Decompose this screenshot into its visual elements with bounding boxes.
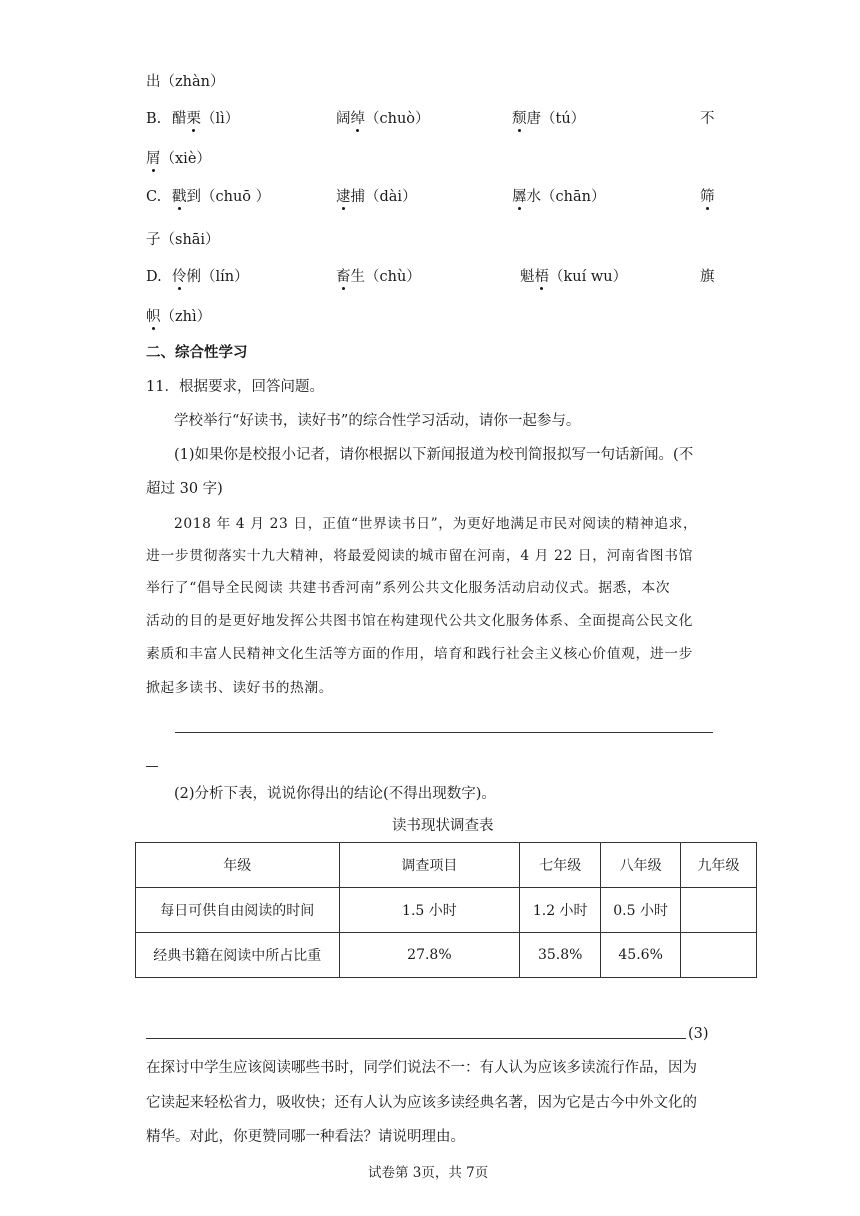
question-11-stem: 11．根据要求，回答问题。 <box>146 379 324 395</box>
option-d-label: D. <box>146 269 162 285</box>
table-cell: 1.2 小时 <box>520 888 601 933</box>
news-line-5: 素质和丰富人民精神文化生活等方面的作用，培育和践行社会主义核心价值观，进一步 <box>146 646 694 662</box>
survey-table <box>135 842 757 978</box>
subquestion-3-number: (3) <box>688 1026 709 1042</box>
answer-line-1[interactable] <box>175 732 713 733</box>
header-cell: 九年级 <box>681 843 757 888</box>
news-line-4: 活动的目的是更好地发挥公共图书馆在构建现代公共文化服务体系、全面提高公民文化 <box>146 613 694 629</box>
table-cell: 35.8% <box>520 933 601 978</box>
table-cell: 1.5 小时 <box>339 888 520 933</box>
option-c-item-4-rest: 子（shāi） <box>146 232 220 248</box>
option-b-item-4-rest: 屑（xiè） <box>146 151 211 167</box>
table-cell: 每日可供自由阅读的时间 <box>136 888 340 933</box>
table-row <box>136 933 757 978</box>
table-cell <box>681 888 757 933</box>
option-b-label: B. <box>146 111 162 127</box>
option-c-item-1: 戳到（chuō ） <box>172 189 271 205</box>
news-line-6: 掀起多读书、读好书的热潮。 <box>146 680 334 696</box>
subquestion-1-line-1: (1)如果你是校报小记者，请你根据以下新闻报道为校刊简报拟写一句话新闻。(不 <box>174 447 694 463</box>
activity-intro: 学校举行“好读书，读好书”的综合性学习活动，请你一起参与。 <box>174 413 581 429</box>
table-cell: 0.5 小时 <box>601 888 681 933</box>
subquestion-3-line-3: 精华。对此，你更赞同哪一种看法？请说明理由。 <box>146 1129 465 1145</box>
option-c-label: C. <box>146 189 162 205</box>
table-header-row <box>136 843 757 888</box>
table-cell <box>681 933 757 978</box>
subquestion-3-line-2: 它读起来轻松省力，吸收快；还有人认为应该多读经典名著，因为它是古今中外文化的 <box>146 1095 697 1111</box>
table-title: 读书现状调查表 <box>392 818 494 834</box>
header-cell: 八年级 <box>601 843 681 888</box>
table-cell: 经典书籍在阅读中所占比重 <box>136 933 340 978</box>
news-line-1: 2018 年 4 月 23 日，正值“世界读书日”，为更好地满足市民对阅读的精神追求， <box>174 516 698 532</box>
option-c-item-2: 逮捕（dài） <box>336 189 417 205</box>
option-b-item-3: 颓唐（tú） <box>512 111 586 127</box>
option-b-item-4-start: 不 <box>700 111 715 127</box>
subquestion-2: (2)分析下表，说说你得出的结论(不得出现数字)。 <box>174 786 496 802</box>
subquestion-3-line-1: 在探讨中学生应该阅读哪些书时，同学们说法不一：有人认为应该多读流行作品，因为 <box>146 1060 697 1076</box>
option-c-item-4-start: 筛 <box>700 189 715 205</box>
table-row <box>136 888 757 933</box>
option-a-continuation: 出（zhàn） <box>146 74 225 90</box>
option-d-item-1: 伶俐（lín） <box>172 269 249 285</box>
option-d-item-4-start: 旗 <box>700 269 715 285</box>
news-line-3: 举行了“倡导全民阅读 共建书香河南”系列公共文化服务活动启动仪式。据悉，本次 <box>146 580 671 596</box>
subquestion-1-line-2: 超过 30 字) <box>146 481 223 497</box>
option-d-item-4-rest: 帜（zhì） <box>146 309 212 325</box>
section-title: 二、综合性学习 <box>146 344 248 361</box>
header-cell: 年级 <box>136 843 340 888</box>
option-b-item-2: 阔绰（chuò） <box>336 111 430 127</box>
answer-line-1-tail <box>146 766 158 767</box>
option-c-item-3: 羼水（chān） <box>512 189 606 205</box>
table-cell: 27.8% <box>339 933 520 978</box>
header-cell: 七年级 <box>520 843 601 888</box>
option-b-item-1: 醋栗（lì） <box>172 111 240 127</box>
answer-line-2[interactable] <box>146 1038 686 1039</box>
page-footer: 试卷第 3页，共 7页 <box>368 1165 489 1181</box>
news-line-2: 进一步贯彻落实十九大精神，将最爱阅读的城市留在河南，4 月 22 日，河南省图书馆 <box>146 548 693 564</box>
table-cell: 45.6% <box>601 933 681 978</box>
option-d-item-2: 畜生（chù） <box>336 269 421 285</box>
header-cell: 调查项目 <box>339 843 520 888</box>
option-d-item-3: 魁梧（kuí wu） <box>520 269 628 285</box>
